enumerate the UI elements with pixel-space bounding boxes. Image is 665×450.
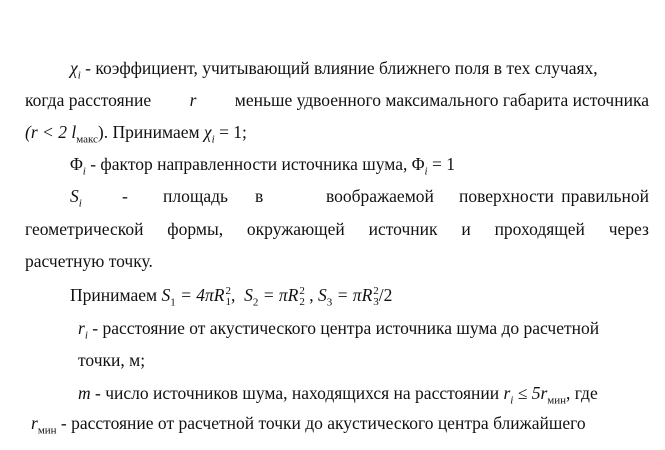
s-line2-word: геометрической	[25, 219, 144, 239]
s-dash: -	[122, 186, 128, 206]
m-condition-subscript: i	[510, 394, 514, 407]
s3-subscript: 3	[326, 296, 333, 309]
rmin-definition-line	[31, 412, 586, 437]
rmin-symbol: r	[31, 413, 38, 433]
chi-definition-line-2	[25, 89, 649, 111]
s1-index: 1	[225, 295, 231, 308]
rmin-subscript: мин	[37, 424, 57, 437]
ri-subscript: i	[84, 329, 88, 342]
s1-subscript: 1	[170, 296, 176, 309]
s3-tail: /2	[378, 285, 393, 305]
phi-definition-text: - фактор направленности источника шума,	[90, 154, 408, 174]
s-word-surface: поверхности	[459, 186, 554, 206]
s2-scripts	[299, 286, 305, 308]
s3-index: 3	[373, 295, 379, 308]
chi-line2-after: меньше удвоенного максимального габарита источника	[234, 90, 649, 110]
m-definition-text: - число источников шума, находящихся на расстоянии	[95, 383, 500, 403]
chi-assign-value: = 1;	[219, 122, 247, 142]
s-word-imaginary: воображаемой	[326, 186, 434, 206]
phi-definition-line	[70, 153, 455, 178]
ri-definition-line	[78, 317, 600, 342]
chi-definition-text: - коэффициент, учитывающий влияние ближнего поля в тех случаях,	[85, 58, 598, 78]
s2-index: 2	[299, 295, 305, 308]
m-tail: , где	[566, 383, 598, 403]
s-word-area: площадь	[163, 186, 228, 206]
s-line2-word: формы,	[167, 219, 224, 239]
chi-assign-symbol: χ	[203, 122, 212, 142]
m-symbol: m	[78, 383, 91, 403]
s2-subscript: 2	[252, 296, 259, 309]
s-word-in: в	[255, 186, 264, 206]
m-condition-variable: r	[503, 383, 511, 403]
chi-line2-variable: r	[189, 90, 197, 110]
chi-condition: (r < 2 l	[25, 122, 77, 142]
chi-definition-line	[70, 57, 598, 82]
s3-equation: = πR	[336, 285, 373, 305]
s-line2-word: и	[461, 219, 471, 239]
m-condition-min: мин	[547, 394, 566, 407]
s-word-regular: правильной	[561, 186, 649, 206]
s-line2-word: через	[608, 219, 649, 239]
s1-scripts	[225, 286, 231, 308]
s1-exponent: 2	[225, 284, 231, 297]
s3-exponent: 2	[373, 284, 379, 297]
accept-formula-line: Принимаем $S_1 = 4\pi R$ 2 1 , $S_2 = \pi R$ 2 2 , $S_3 = \pi R$ 2 3 /2	[70, 284, 393, 309]
chi-assign-subscript: i	[211, 133, 215, 146]
s-subscript: i	[78, 197, 82, 210]
phi-eq-symbol: Φ	[411, 154, 425, 174]
s1-equation: = 4πR	[180, 285, 225, 305]
phi-subscript: i	[82, 165, 86, 178]
s3-symbol: S	[318, 285, 327, 305]
ri-definition-text: - расстояние от акустического центра источника шума до расчетной	[92, 318, 600, 338]
s-line3-text: расчетную точку.	[25, 251, 153, 271]
s2-exponent: 2	[299, 284, 305, 297]
s-definition-line-3	[25, 250, 153, 272]
chi-subscript: i	[77, 69, 81, 82]
chi-condition-subscript: макс	[76, 133, 98, 146]
phi-symbol: Φ	[70, 154, 83, 174]
chi-definition-line-3	[25, 121, 247, 146]
chi-symbol: χ	[70, 58, 78, 78]
phi-eq-subscript: i	[424, 165, 428, 178]
s-symbol: S	[70, 186, 79, 206]
chi-line2-before: когда расстояние	[25, 90, 152, 110]
s-definition-line-2	[25, 218, 649, 240]
s1-symbol: S	[161, 285, 171, 305]
s-line2-word: источник	[368, 219, 438, 239]
s2-equation: = πR	[262, 285, 299, 305]
ri-symbol: r	[78, 318, 85, 338]
phi-eq-value: = 1	[431, 154, 455, 174]
rmin-definition-text: - расстояние от расчетной точки до акустического центра ближайшего	[60, 413, 586, 433]
s-line2-word: проходящей	[494, 219, 585, 239]
accept-label: Принимаем	[70, 285, 158, 305]
chi-condition-close: ). Принимаем	[97, 122, 200, 142]
s-symbol-group	[70, 185, 82, 210]
s2-symbol: S	[244, 285, 253, 305]
s-line2-word: окружающей	[246, 219, 345, 239]
ri-definition-line-2	[78, 349, 145, 371]
ri-line2-text: точки, м;	[78, 350, 146, 370]
m-definition-line	[78, 382, 598, 407]
m-condition-relation: ≤ 5r	[517, 383, 548, 403]
